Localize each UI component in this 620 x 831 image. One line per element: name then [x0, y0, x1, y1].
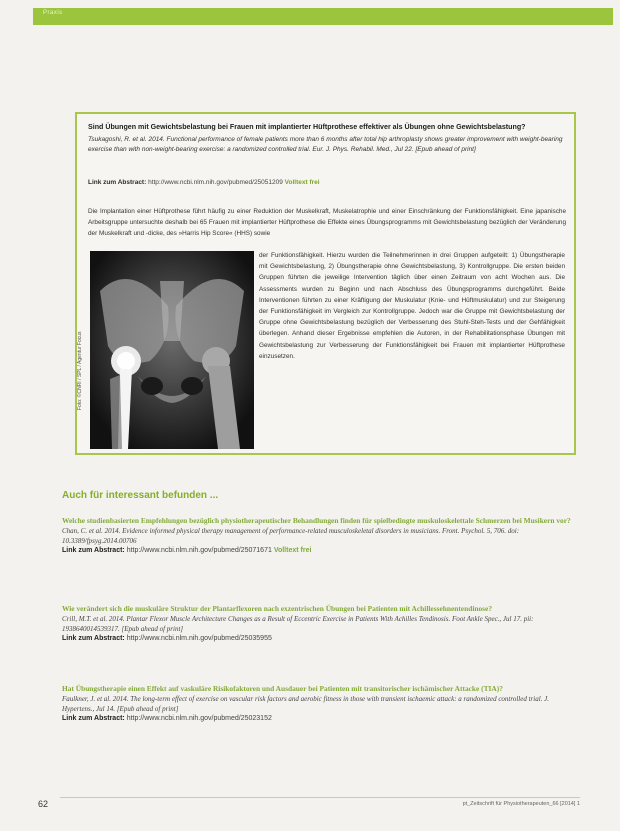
link-url[interactable]: http://www.ncbi.nlm.nih.gov/pubmed/25023152: [126, 715, 272, 722]
entry-1: [62, 516, 582, 556]
entry-citation: Crill, M.T. et al. 2014. Plantar Flexor Muscle Architecture Changes as a Result of Eccentric Exercise in Patients With Achilles Tendinosis. Foot Ankle Spec., Jul 17. pii: 1938640014539317. [Epub ahead of print]: [62, 615, 534, 633]
box-title: Sind Übungen mit Gewichtsbelastung bei Frauen mit implantierter Hüftprothese effektiver als Übungen ohne Gewichtsbelastung?: [88, 123, 526, 131]
page-number: 62: [38, 799, 49, 809]
entry-title: Wie verändert sich die muskuläre Struktur der Plantarflexoren nach exzentrischen Übungen bei Patienten mit Achillessehnentendinose?: [62, 604, 493, 613]
hip-xray-image: [90, 251, 254, 449]
fulltext-badge: Volltext frei: [273, 547, 312, 554]
entry-3: [62, 684, 582, 724]
entry-citation: Chan, C. et al. 2014. Evidence informed physical therapy management of performance-related musculoskeletal disorders in musicians. Front. Psychol. 5, 706. doi: 10.3389/fpsyg.2014.00706: [62, 527, 520, 545]
entry-2: [62, 604, 582, 644]
box-body-side: der Funktionsfähigkeit. Hierzu wurden die Teilnehmerinnen in drei Gruppen aufgeteilt: 1) Übungstherapie mit Gewichtsbelastung, 2) Übungstherapie ohne Gewichtsbelastung, 3) Kontrollgruppe. Die ersten beiden Gruppen führten die jeweilige Intervention täglich über einen Zeitraum von acht Wochen aus. Die Assessments wurden zu Beginn und nach Abschluss des Übungsprogramms durchgeführt. Beide Interventionen führten zu einer Kräftigung der Muskulatur (Knie- und Hüftmuskulatur) und zur Steigerung der Funktionsfähigkeit im Vergleich zur Kontrollgruppe. Jedoch war die Gruppe mit Gewichtsbelastung der Gruppe ohne Gewichtsbelastung bezüglich der Verbesserung des Stuhl-Steh-Tests und der Gehfähigkeit überlegen. Anhand dieser Ergebnisse empfehlen die Autoren, in der Rehabilitationsphase Übungen mit Gewichtsbelastung zur Verbesserung der Funktionsfähigkeit bei Frauen mit implantierter Hüftprothese einzusetzen.: [259, 252, 565, 360]
link-url[interactable]: http://www.ncbi.nlm.nih.gov/pubmed/25051209: [148, 179, 283, 186]
entry-abstract-link[interactable]: [62, 714, 582, 724]
entry-citation: Faulkner, J. et al. 2014. The long-term effect of exercise on vascular risk factors and aerobic fitness in those with transient ischaemic attack: a randomized controlled trial. J. Hypertens., Jul 14. [Epub ahead of print]: [62, 695, 550, 713]
link-label: Link zum Abstract:: [62, 715, 125, 722]
box-body-top: Die Implantation einer Hüftprothese führt häufig zu einer Reduktion der Muskelkraft, Muskelatrophie und einer Einschränkung der Funktionsfähigkeit. Eine japanische Arbeitsgruppe untersuchte deshalb bei 65 Frauen mit implantierter Hüftprothese die Effekte eines Übungsprogramms mit Gewichtsbelastung bezüglich der Veränderung der Muskelkraft und -dicke, des »Harris Hip Score« (HHS) sowie: [88, 208, 566, 238]
article-highlight-box: [75, 112, 576, 455]
link-label: Link zum Abstract:: [62, 547, 125, 554]
link-url[interactable]: http://www.ncbi.nlm.nih.gov/pubmed/25035955: [126, 635, 272, 642]
link-url[interactable]: http://www.ncbi.nlm.nih.gov/pubmed/25071671: [126, 547, 272, 554]
entry-abstract-link[interactable]: [62, 634, 582, 644]
footer-divider: [60, 797, 580, 798]
entry-title: Hat Übungstherapie einen Effekt auf vaskuläre Risikofaktoren und Ausdauer bei Patienten mit transitorischer ischämischer Attacke (TIA)?: [62, 684, 503, 693]
footer-journal: pt_Zeitschrift für Physiotherapeuten_66 [2014] 1: [462, 801, 580, 807]
photo-credit: Foto: ©CNRI / SPL / Agentur Focus: [77, 331, 83, 410]
entry-abstract-link[interactable]: [62, 546, 582, 556]
box-abstract-link[interactable]: [88, 178, 558, 187]
entry-title: Welche studienbasierten Empfehlungen bezüglich physiotherapeutischer Behandlungen finden für spielbedingte muskuloskelettale Schmerzen bei Musikern vor?: [62, 516, 571, 525]
header-label: Praxis: [43, 10, 63, 16]
link-label: Link zum Abstract:: [62, 635, 125, 642]
top-color-bar: [33, 8, 613, 25]
xray-graphic: [90, 251, 254, 449]
fulltext-badge: Volltext frei: [284, 179, 320, 186]
box-citation: Tsukagoshi, R. et al. 2014. Functional performance of female patients more than 6 months after total hip arthroplasty shows greater improvement with weight-bearing exercise than with non-weight-bearing exercise: a randomized controlled trial. Eur. J. Phys. Rehabil. Med., Jul 22. [Epub ahead of print]: [88, 136, 563, 153]
section-heading: Auch für interessant befunden ...: [62, 490, 219, 501]
link-label: Link zum Abstract:: [88, 179, 147, 186]
